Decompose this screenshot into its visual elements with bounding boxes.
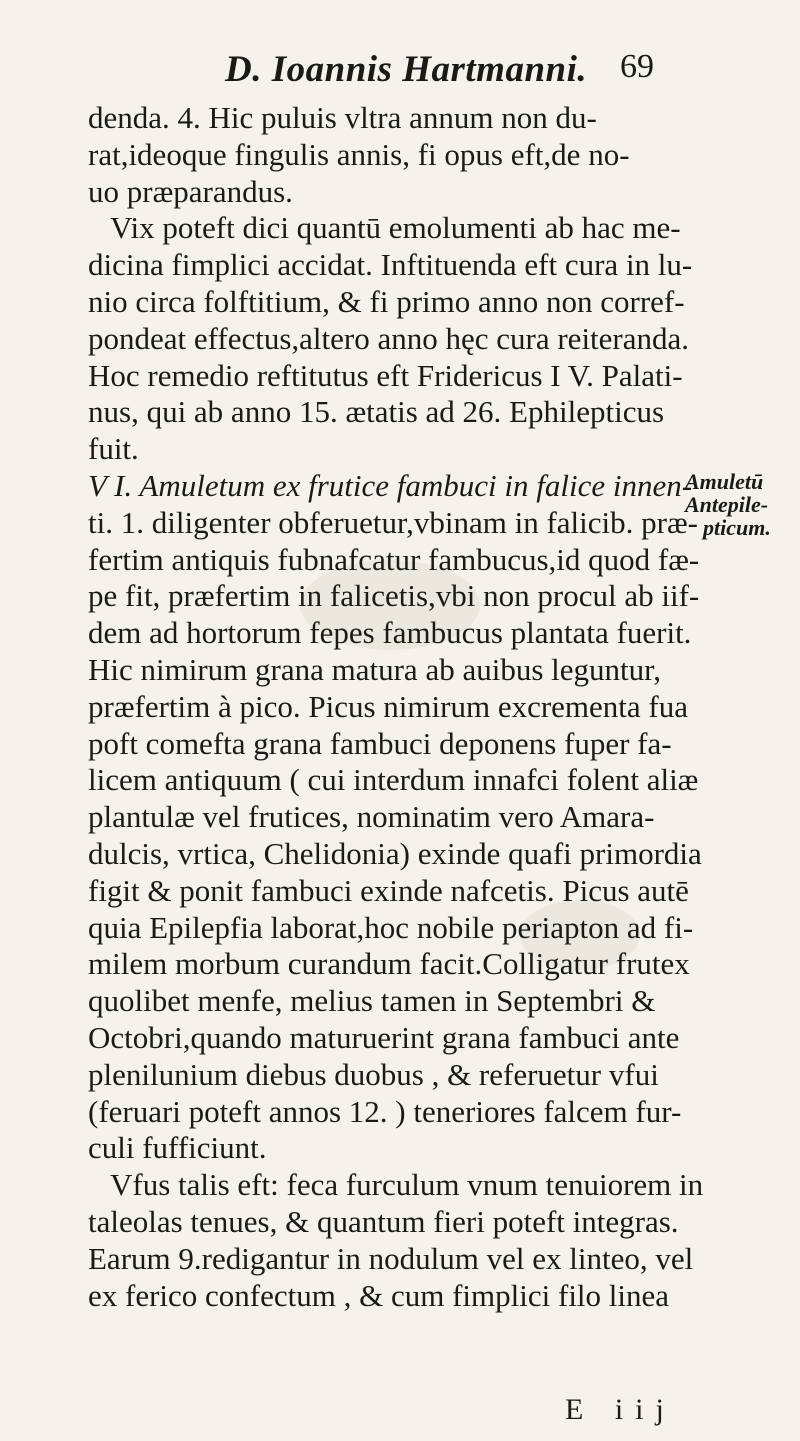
text-line: quia Epilepfia laborat,hoc nobile periapton ad fi-	[88, 909, 694, 945]
text-line: pondeat effectus,altero anno hęc cura reiteranda.	[88, 320, 690, 356]
text-line: fertim antiquis fubnafcatur fambucus,id quod fæ-	[88, 541, 700, 577]
text-line: quolibet menfe, melius tamen in Septembri &	[88, 983, 656, 1019]
text-line: pe fit, præfertim in falicetis,vbi non procul ab iif-	[88, 578, 700, 614]
text-line: taleolas tenues, & quantum fieri poteft integras.	[88, 1203, 679, 1239]
running-head: D. Ioannis Hartmanni.	[225, 49, 588, 90]
text-line: poft comefta grana fambuci deponens fuper fa-	[88, 725, 672, 761]
text-line: præfertim à pico. Picus nimirum excrementa fua	[88, 688, 689, 724]
text-line: figit & ponit fambuci exinde nafcetis. Picus autē	[88, 872, 689, 908]
section-heading-line: V I. Amuletum ex frutice fambuci in falice innen-	[88, 467, 693, 503]
body-text	[88, 100, 704, 1314]
margin-note-line: Amuletū	[685, 469, 764, 494]
text-line: milem morbum curandum facit.Colligatur frutex	[88, 946, 690, 982]
text-line: Vix poteft dici quantū emolumenti ab hac me-	[110, 210, 681, 246]
margin-note-line: Antepile-	[685, 492, 769, 517]
text-line: ti. 1. diligenter obferuetur,vbinam in falicib. præ-	[88, 504, 698, 540]
text-line: ex ferico confectum , & cum fimplici filo linea	[88, 1277, 670, 1313]
margin-note-line: pticum.	[703, 515, 771, 540]
text-line: dicina fimplici accidat. Inftituenda eft cura in lu-	[88, 247, 693, 283]
text-line: nus, qui ab anno 15. ætatis ad 26. Ephilepticus	[88, 394, 665, 430]
page-header	[0, 38, 800, 98]
text-line: Vfus talis eft: feca furculum vnum tenuiorem in	[110, 1167, 704, 1203]
text-line: Hic nimirum grana matura ab auibus leguntur,	[88, 651, 661, 687]
text-line: plenilunium diebus duobus , & referuetur vfui	[88, 1056, 659, 1092]
text-line: dulcis, vrtica, Chelidonia) exinde quafi primordia	[88, 835, 702, 871]
text-line: Octobri,quando maturuerint grana fambuci ante	[88, 1019, 680, 1055]
text-line: dem ad hortorum fepes fambucus plantata fuerit.	[88, 615, 692, 651]
margin-note	[685, 470, 797, 539]
text-line: denda. 4. Hic puluis vltra annum non du-	[88, 100, 597, 135]
text-line: plantulæ vel frutices, nominatim vero Amara-	[88, 799, 655, 835]
text-line: Hoc remedio reftitutus eft Fridericus I V. Palati-	[88, 357, 683, 393]
text-line: fuit.	[88, 431, 139, 467]
text-line: nio circa folftitium, & fi primo anno non corref-	[88, 283, 685, 319]
text-line: (feruari poteft annos 12. ) teneriores falcem fur-	[88, 1093, 682, 1129]
signature-mark: E iij	[565, 1393, 676, 1426]
text-line: Earum 9.redigantur in nodulum vel ex linteo, vel	[88, 1240, 694, 1276]
text-line: culi fufficiunt.	[88, 1130, 267, 1166]
text-line: rat,ideoque fingulis annis, fi opus eft,de no-	[88, 136, 630, 172]
text-line: uo præparandus.	[88, 173, 293, 209]
page-number: 69	[620, 48, 654, 85]
text-line: licem antiquum ( cui interdum innafci folent aliæ	[88, 762, 699, 798]
